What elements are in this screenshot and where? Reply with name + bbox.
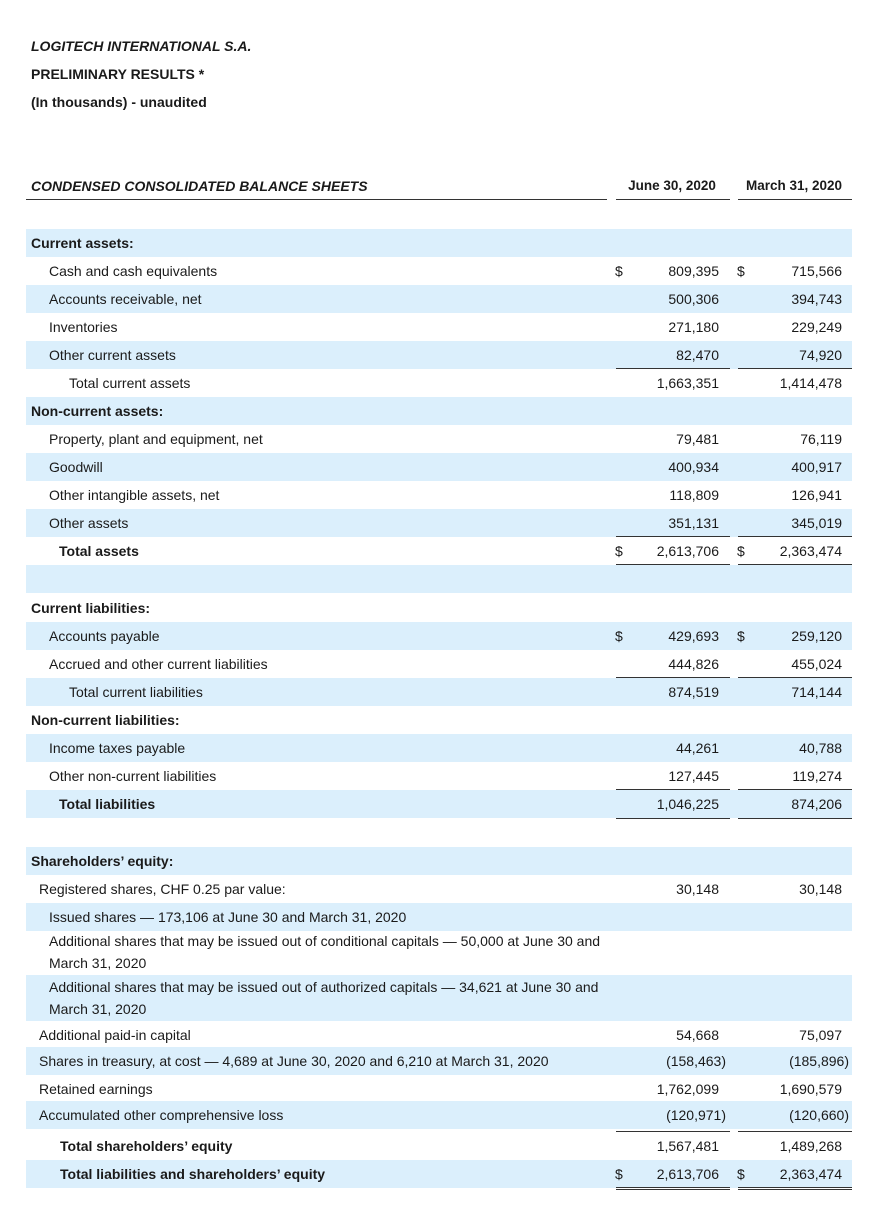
value-march: 874,206 — [791, 796, 842, 812]
row-label: Retained earnings — [39, 1081, 153, 1097]
value-june: 1,663,351 — [656, 375, 719, 391]
row-label: Goodwill — [49, 459, 103, 475]
row-label: Other assets — [49, 515, 129, 531]
currency-symbol: $ — [737, 543, 745, 559]
header-rule — [26, 199, 607, 200]
total-rule — [738, 1187, 852, 1190]
row-label: Total liabilities and shareholders’ equity — [60, 1166, 326, 1182]
row-label: Registered shares, CHF 0.25 par value: — [39, 881, 286, 897]
currency-symbol: $ — [615, 263, 623, 279]
column-header-june: June 30, 2020 — [628, 178, 716, 193]
table-row — [26, 425, 852, 453]
value-march: 1,414,478 — [779, 375, 842, 391]
table-title: CONDENSED CONSOLIDATED BALANCE SHEETS — [31, 178, 368, 194]
section-heading: Shareholders’ equity: — [31, 853, 174, 869]
row-label: Inventories — [49, 319, 118, 335]
header-rule — [738, 199, 852, 200]
row-label: Other non-current liabilities — [49, 768, 217, 784]
table-row — [26, 622, 852, 650]
row-label: Total assets — [59, 543, 139, 559]
value-june: 127,445 — [668, 768, 719, 784]
row-label: Shares in treasury, at cost — 4,689 at June 30, 2020 and 6,210 at March 31, 2020 — [39, 1053, 549, 1069]
value-june: 44,261 — [676, 740, 719, 756]
value-march: (120,660) — [789, 1107, 849, 1123]
currency-symbol: $ — [615, 628, 623, 644]
units-note: (In thousands) - unaudited — [31, 94, 207, 110]
value-june: 2,613,706 — [656, 543, 719, 559]
table-row — [26, 1132, 852, 1160]
section-heading: Non-current assets: — [31, 403, 164, 419]
value-june: 874,519 — [668, 684, 719, 700]
value-march: 229,249 — [791, 319, 842, 335]
header-rule — [616, 199, 730, 200]
spacer-row — [26, 565, 852, 593]
row-label: Property, plant and equipment, net — [49, 431, 263, 447]
row-label: Total current assets — [69, 375, 191, 391]
value-june: 1,762,099 — [656, 1081, 719, 1097]
table-row — [26, 1021, 852, 1049]
total-rule — [616, 1187, 730, 1190]
table-row — [26, 313, 852, 341]
value-march: 394,743 — [791, 291, 842, 307]
row-label: Accrued and other current liabilities — [49, 656, 268, 672]
row-label: Additional paid-in capital — [39, 1027, 191, 1043]
value-june: (158,463) — [666, 1053, 726, 1069]
value-june: 400,934 — [668, 459, 719, 475]
value-march: 345,019 — [791, 515, 842, 531]
row-label: Cash and cash equivalents — [49, 263, 218, 279]
value-june: 54,668 — [676, 1027, 719, 1043]
value-june: 2,613,706 — [656, 1166, 719, 1182]
value-march: 74,920 — [799, 347, 842, 363]
value-june: 118,809 — [669, 487, 719, 503]
table-row — [26, 875, 852, 903]
row-label: Other current assets — [49, 347, 176, 363]
value-march: 76,119 — [800, 431, 842, 447]
table-row — [26, 762, 852, 790]
row-label: Issued shares — 173,106 at June 30 and March 31, 2020 — [49, 909, 407, 925]
table-row — [26, 481, 852, 509]
table-row — [26, 1101, 852, 1129]
value-march: 1,690,579 — [779, 1081, 842, 1097]
value-march: 400,917 — [791, 459, 842, 475]
value-march: 455,024 — [791, 656, 842, 672]
row-label: Accounts receivable, net — [49, 291, 202, 307]
value-june: 444,826 — [668, 656, 719, 672]
currency-symbol: $ — [615, 1166, 623, 1182]
value-june: 351,131 — [668, 515, 719, 531]
value-march: 119,274 — [792, 768, 842, 784]
table-row — [26, 257, 852, 285]
table-row — [26, 650, 852, 678]
table-row — [26, 509, 852, 537]
row-label: Other intangible assets, net — [49, 487, 220, 503]
table-row — [26, 678, 852, 706]
value-june: 79,481 — [676, 431, 719, 447]
value-june: 1,567,481 — [656, 1138, 719, 1154]
row-label: Total liabilities — [59, 796, 156, 812]
subtotal-rule — [738, 818, 852, 819]
section-heading-row — [26, 706, 852, 734]
value-march: 126,941 — [791, 487, 842, 503]
value-march: 2,363,474 — [779, 543, 842, 559]
row-label: Additional shares that may be issued out of authorized capitals — 34,621 at June 30 and March 31, 2020 — [49, 979, 599, 1017]
value-march: 30,148 — [799, 881, 842, 897]
value-june: 429,693 — [668, 628, 719, 644]
value-march: 715,566 — [791, 263, 842, 279]
company-name: LOGITECH INTERNATIONAL S.A. — [31, 38, 252, 54]
table-row — [26, 790, 852, 818]
currency-symbol: $ — [615, 543, 623, 559]
value-june: 271,180 — [668, 319, 719, 335]
section-heading: Current liabilities: — [31, 600, 151, 616]
column-header-march: March 31, 2020 — [745, 178, 843, 193]
value-june: (120,971) — [666, 1107, 726, 1123]
currency-symbol: $ — [737, 628, 745, 644]
table-row — [26, 1075, 852, 1103]
report-subtitle: PRELIMINARY RESULTS * — [31, 66, 205, 82]
row-label: Total current liabilities — [69, 684, 203, 700]
value-june: 500,306 — [668, 291, 719, 307]
currency-symbol: $ — [737, 263, 745, 279]
value-june: 82,470 — [676, 347, 719, 363]
value-march: 1,489,268 — [779, 1138, 842, 1154]
row-label: Total shareholders’ equity — [60, 1138, 233, 1154]
row-label: Additional shares that may be issued out of conditional capitals — 50,000 at June 30 and March 31, 2020 — [49, 933, 601, 971]
row-label: Accumulated other comprehensive loss — [39, 1107, 284, 1123]
value-june: 809,395 — [668, 263, 719, 279]
row-label: Income taxes payable — [49, 740, 186, 756]
table-row — [26, 734, 852, 762]
value-march: 40,788 — [799, 740, 842, 756]
section-heading: Non-current liabilities: — [31, 712, 180, 728]
section-heading-row — [26, 229, 852, 257]
table-row — [26, 341, 852, 369]
row-label: Accounts payable — [49, 628, 160, 644]
value-march: (185,896) — [789, 1053, 849, 1069]
value-june: 30,148 — [676, 881, 719, 897]
table-header — [26, 173, 852, 200]
table-row — [26, 369, 852, 397]
currency-symbol: $ — [737, 1166, 745, 1182]
value-march: 259,120 — [791, 628, 842, 644]
value-june: 1,046,225 — [656, 796, 719, 812]
section-heading: Current assets: — [31, 235, 134, 251]
subtotal-rule — [616, 818, 730, 819]
table-row — [26, 1160, 852, 1188]
table-row — [26, 931, 852, 975]
section-heading-row — [26, 847, 852, 875]
table-row — [26, 903, 852, 931]
value-march: 714,144 — [791, 684, 842, 700]
value-march: 75,097 — [799, 1027, 842, 1043]
value-march: 2,363,474 — [779, 1166, 842, 1182]
table-row — [26, 453, 852, 481]
table-row — [26, 285, 852, 313]
section-heading-row — [26, 397, 852, 425]
section-heading-row — [26, 594, 852, 622]
table-row — [26, 975, 852, 1021]
table-row — [26, 537, 852, 565]
table-row — [26, 1047, 852, 1075]
